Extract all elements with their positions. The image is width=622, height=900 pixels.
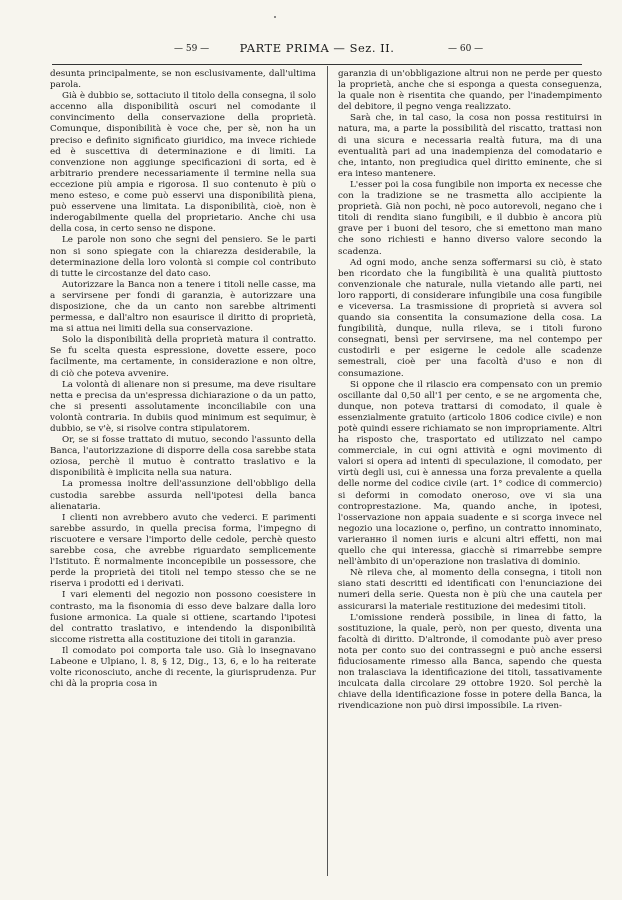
print-speck <box>274 16 276 18</box>
paragraph: desunta principalmente, se non esclusivamente, dall'ultima parola. <box>50 69 316 91</box>
paragraph: Ad ogni modo, anche senza soffermarsi su ciò, è stato ben ricordato che la fungibilità è una qualità piuttosto convenzionale che naturale, nulla vietando alle parti, nei loro rapporti, di considerare infungibile una cosa fungibile e viceversa. La trasmissione di proprietà si avvera sol quando sia consentita la consumazione della cosa. La fungibilità, dunque, nulla rileva, se i titoli furono consegnati, bensì per servirsene, ma nel contempo per custodirli e per esigerne le cedole alle scadenze semestrali, cioè per una facoltà d'uso e non di consumazione. <box>338 257 602 379</box>
header-title: PARTE PRIMA — Sez. II. <box>239 41 395 55</box>
left-column <box>50 69 316 690</box>
paragraph: I vari elementi del negozio non possono coesistere in contrasto, ma la fisonomia di esso deve balzare dalla loro fusione armonica. La quale si ottiene, scartando l'ipotesi del contratto traslativo, e intendendo la disponibilità siccome ristretta alla costituzione dei titoli in garanzia. <box>50 590 316 645</box>
page-number-left: — 59 — <box>174 44 210 54</box>
paragraph: Già è dubbio se, sottaciuto il titolo della consegna, il solo accenno alla disponibilità oscuri nel comodante il convincimento della conservazione della proprietà. Comunque, disponibilità è voce che, per sè, non ha un preciso e definito significato giuridico, ma invece richiede ed è suscettiva di determinazione e di limiti. La convenzione non aggiunge specificazioni di sorta, ed è arbitrario prendere necessariamente il termine nella sua eccezione più ampia e rigorosa. Il suo contenuto è più o meno esteso, e come può esservi una disponibilità piena, può esservene una limitata. La disponibilità, cioè, non è inderogabilmente quella del proprietario. Anche chi usa della cosa, in certo senso ne dispone. <box>50 91 316 235</box>
paragraph: La volontà di alienare non si presume, ma deve risultare netta e precisa da un'espressa dichiarazione o da un patto, che si presenti assolutamente inconciliabile con una volontà contraria. In dubiis quod minimum est sequimur, è dubbio, se v'è, si risolve contra stipulatorem. <box>50 379 316 434</box>
paragraph: L'esser poi la cosa fungibile non importa ex necesse che con la tradizione se ne trasmetta allo accipiente la proprietà. Già non pochi, nè poco autorevoli, negano che i titoli di rendita siano fungibili, e il dubbio è ancora più grave per i buoni del tesoro, che si emettono man mano che sono richiesti e hanno diverso valore secondo la scadenza. <box>338 179 602 257</box>
paragraph: La promessa inoltre dell'assunzione dell'obbligo della custodia sarebbe assurda nell'ipotesi della banca alienataria. <box>50 479 316 512</box>
paragraph: Sarà che, in tal caso, la cosa non possa restituirsi in natura, ma, a parte la possibilità del riscatto, trattasi non di una sicura e necessaria realtà futura, ma di una eventualità pari ad una inadempienza del comodatario e che, intanto, non pregiudica quel diritto eminente, che si era inteso mantenere. <box>338 113 602 179</box>
paragraph: Nè rileva che, al momento della consegna, i titoli non siano stati descritti ed identificati con l'enunciazione dei numeri della serie. Questa non è più che una cautela per assicurarsi la materiale restituzione dei medesimi titoli. <box>338 568 602 612</box>
paragraph: Autorizzare la Banca non a tenere i titoli nelle casse, ma a servirsene per fondi di garanzia, è autorizzare una disposizione, che da un canto non sarebbe altrimenti permessa, e dall'altro non esaurisce il diritto di proprietà, ma si attua nei limiti della sua conservazione. <box>50 279 316 335</box>
paragraph: Si oppone che il rilascio era compensato con un premio oscillante dal 0,50 all'1 per cento, e se ne argomenta che, dunque, non poteva trattarsi di comodato, il quale è essenzialmente gratuito (articolo 1806 codice civile) e non potè quindi essere richiamato se non impropriamente. Altri ha risposto che, trasportato ed utilizzato nel campo commerciale, in cui ogni attività e ogni movimento di valori si opera ad intenti di speculazione, il comodato, per virtù degli usi, cui è annessa una forza prevalente a quella delle norme del codice civile (art. 1° codice di commercio) si deformi in comodato oneroso, ove vi sia una controprestazione. Ma, quando anche, in ipotesi, l'osservazione non appaia suadente e si scorga invece nel negozio una locazione o, perfino, un contratto innominato, varierанно il nomen iuris e alcuni altri effetti, non mai quello che qui interessa, giacchè si rimarrebbe sempre nell'àmbito di un'operazione non traslativa di dominio. <box>338 379 602 568</box>
right-column <box>338 69 602 712</box>
running-header <box>52 40 582 60</box>
paragraph: Solo la disponibilità della proprietà matura il contratto. Se fu scelta questa espressione, dovette essere, poco facilmente, ma certamente, in considerazione e non oltre, di ciò che poteva avvenire. <box>50 335 316 379</box>
header-rule <box>52 64 582 65</box>
paragraph: L'omissione renderà possibile, in linea di fatto, la sostituzione, la quale, però, non per questo, diventa una facoltà di diritto. D'altronde, il comodante può aver preso nota per conto suo dei contrassegni e può anche essersi fiduciosamente rimesso alla Banca, sapendo che questa non tralasciava la identificazione dei titoli, tassativamente inculcata dalla circolare 29 ottobre 1920. Sol perchè la chiave della identificazione fosse in potere della Banca, la rivendicazione non può dirsi impossibile. La riven- <box>338 612 602 712</box>
paragraph: Le parole non sono che segni del pensiero. Se le parti non si sono spiegate con la chiarezza desiderabile, la determinazione della loro volontà si compie col contributo di tutte le circostanze del dato caso. <box>50 235 316 279</box>
paragraph: garanzia di un'obbligazione altrui non ne perde per questo la proprietà, anche che si esponga a questa conseguenza, la quale non è risentita che quando, per l'inadempimento del debitore, il pegno venga realizzato. <box>338 69 602 113</box>
column-divider <box>327 66 328 876</box>
paragraph: I clienti non avrebbero avuto che vederci. E parimenti sarebbe assurdo, in quella precisa forma, l'impegno di riscuotere e versare l'importo delle cedole, perchè questo sarebbe cosa, che avrebbe riguardato semplicemente l'Istituto. È normalmente inconcepibile un possessore, che perde la proprietà dei titoli nel tempo stesso che se ne riserva i prodotti ed i derivati. <box>50 512 316 590</box>
paragraph: Or, se si fosse trattato di mutuo, secondo l'assunto della Banca, l'autorizzazione di disporre della cosa sarebbe stata oziosa, perchè il mutuo è contratto traslativo e la disponibilità è implicita nella sua natura. <box>50 435 316 479</box>
paragraph: Il comodato poi comporta tale uso. Già lo insegnavano Labeone e Ulpiano, l. 8, § 12, Dig., 13, 6, e lo ha reiterate volte riconosciuto, anche di recente, la giurisprudenza. Pur chi dà la propria cosa in <box>50 645 316 690</box>
page-number-right: — 60 — <box>448 44 484 54</box>
